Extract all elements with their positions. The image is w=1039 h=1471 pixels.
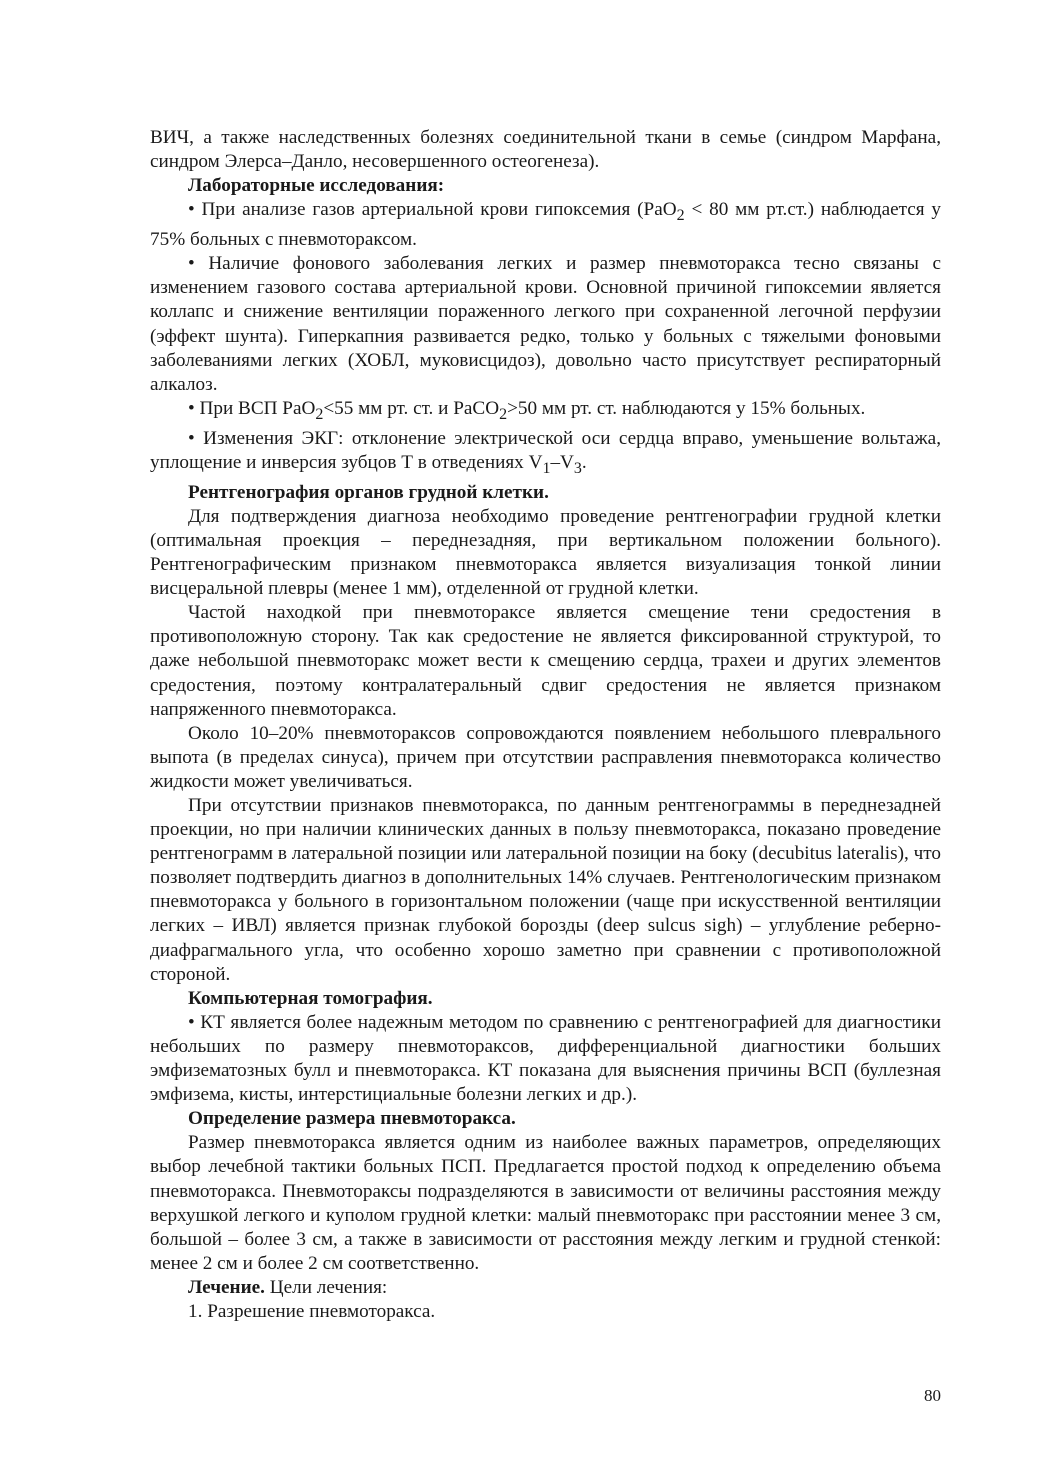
paragraph: Около 10–20% пневмотораксов сопровождаются появлением небольшого плеврального выпота (в пределах синуса), причем при отсутствии расправления пневмоторакса количество жидкости может увеличиваться. — [150, 722, 941, 792]
section-heading-size: Определение размера пневмоторакса. — [188, 1108, 516, 1130]
paragraph: • Наличие фонового заболевания легких и размер пневмоторакса тесно связаны с изменением газового состава артериальной крови. Основной причиной гипоксемии является коллапс и снижение вентиляции пораженного легкого при сохраненной легочной перфузии (эффект шунта). Гиперкапния развивается редко, только у больных с тяжелыми фоновыми заболеваниями легких (ХОБЛ, муковисцидоз), довольно часто присутствует респираторный алкалоз. — [150, 253, 941, 395]
paragraph: Размер пневмоторакса является одним из наиболее важных параметров, определяющих выбор лечебной тактики больных ПСП. Предлагается простой подход к определению объема пневмоторакса. Пневмотораксы подразделяются в зависимости от величины расстояния между верхушкой легкого и куполом грудной клетки: малый пневмоторакс при расстоянии менее 3 см, большой – более 3 см, а также в зависимости от расстояния между легким и грудной стенкой: менее 2 см и более 2 см соответственно. — [150, 1132, 941, 1274]
section-heading-ct: Компьютерная томография. — [188, 987, 433, 1009]
paragraph: ВИЧ, а также наследственных болезнях соединительной ткани в семье (синдром Марфана, синдром Элерса–Данло, несовершенного остеогенеза). — [150, 127, 941, 173]
page-body — [150, 126, 941, 1324]
paragraph-treatment: Лечение. Цели лечения: — [188, 1276, 388, 1298]
paragraph: • Изменения ЭКГ: отклонение электрической оси сердца вправо, уменьшение вольтажа, уплощение и инверсия зубцов Т в отведениях $V_1-V_3$. — [150, 427, 941, 477]
list-item: 1. Разрешение пневмоторакса. — [188, 1300, 436, 1322]
paragraph: • При ВСП PaO$_2$<55 мм рт. ст. и PaCO$_2$>50 мм рт. ст. наблюдаются у 15% больных. — [188, 397, 866, 423]
paragraph: При отсутствии признаков пневмоторакса, по данным рентгенограммы в переднезадней проекции, но при наличии клинических данных в пользу пневмоторакса, показано проведение рентгенограмм в латеральной позиции или латеральной позиции на боку (decubitus lateralis), что позволяет подтвердить диагноз в дополнительных 14% случаев. Рентгенологическим признаком пневмоторакса у больного в горизонтальном положении (чаще при искусственной вентиляции легких – ИВЛ) является признак глубокой борозды (deep sulcus sigh) – углубление реберно-диафрагмального угла, что особенно хорошо заметно при сравнении с противоположной стороной. — [150, 795, 941, 985]
paragraph: Для подтверждения диагноза необходимо проведение рентгенографии грудной клетки (оптимальная проекция – переднезадняя, при вертикальном положении больного). Рентгенографическим признаком пневмоторакса является визуализация тонкой линии висцеральной плевры (менее 1 мм), отделенной от грудной клетки. — [150, 505, 941, 600]
treatment-heading: Лечение. — [188, 1276, 265, 1298]
paragraph: • При анализе газов артериальной крови гипоксемия (PaO$_2$ < 80 мм рт.ст.) наблюдается у 75% больных с пневмотораксом. — [150, 199, 942, 251]
section-heading-xray: Рентгенография органов грудной клетки. — [188, 481, 549, 503]
paragraph: • КТ является более надежным методом по сравнению с рентгенографией для диагностики небольших по размеру пневмотораксов, дифференциальной диагностики больших эмфизематозных булл и пневмоторакса. КТ показана для выяснения причины ВСП (буллезная эмфизема, кисты, интерстициальные болезни легких и др.). — [150, 1011, 941, 1106]
page-number: 80 — [924, 1386, 941, 1405]
paragraph: Частой находкой при пневмотораксе является смещение тени средостения в противоположную сторону. Так как средостение не является фиксированной структурой, то даже небольшой пневмоторакс может вести к смещению сердца, трахеи и других элементов средостения, поэтому контралатеральный сдвиг средостения не является признаком напряженного пневмоторакса. — [150, 602, 941, 720]
section-heading-lab: Лабораторные исследования: — [188, 175, 445, 197]
